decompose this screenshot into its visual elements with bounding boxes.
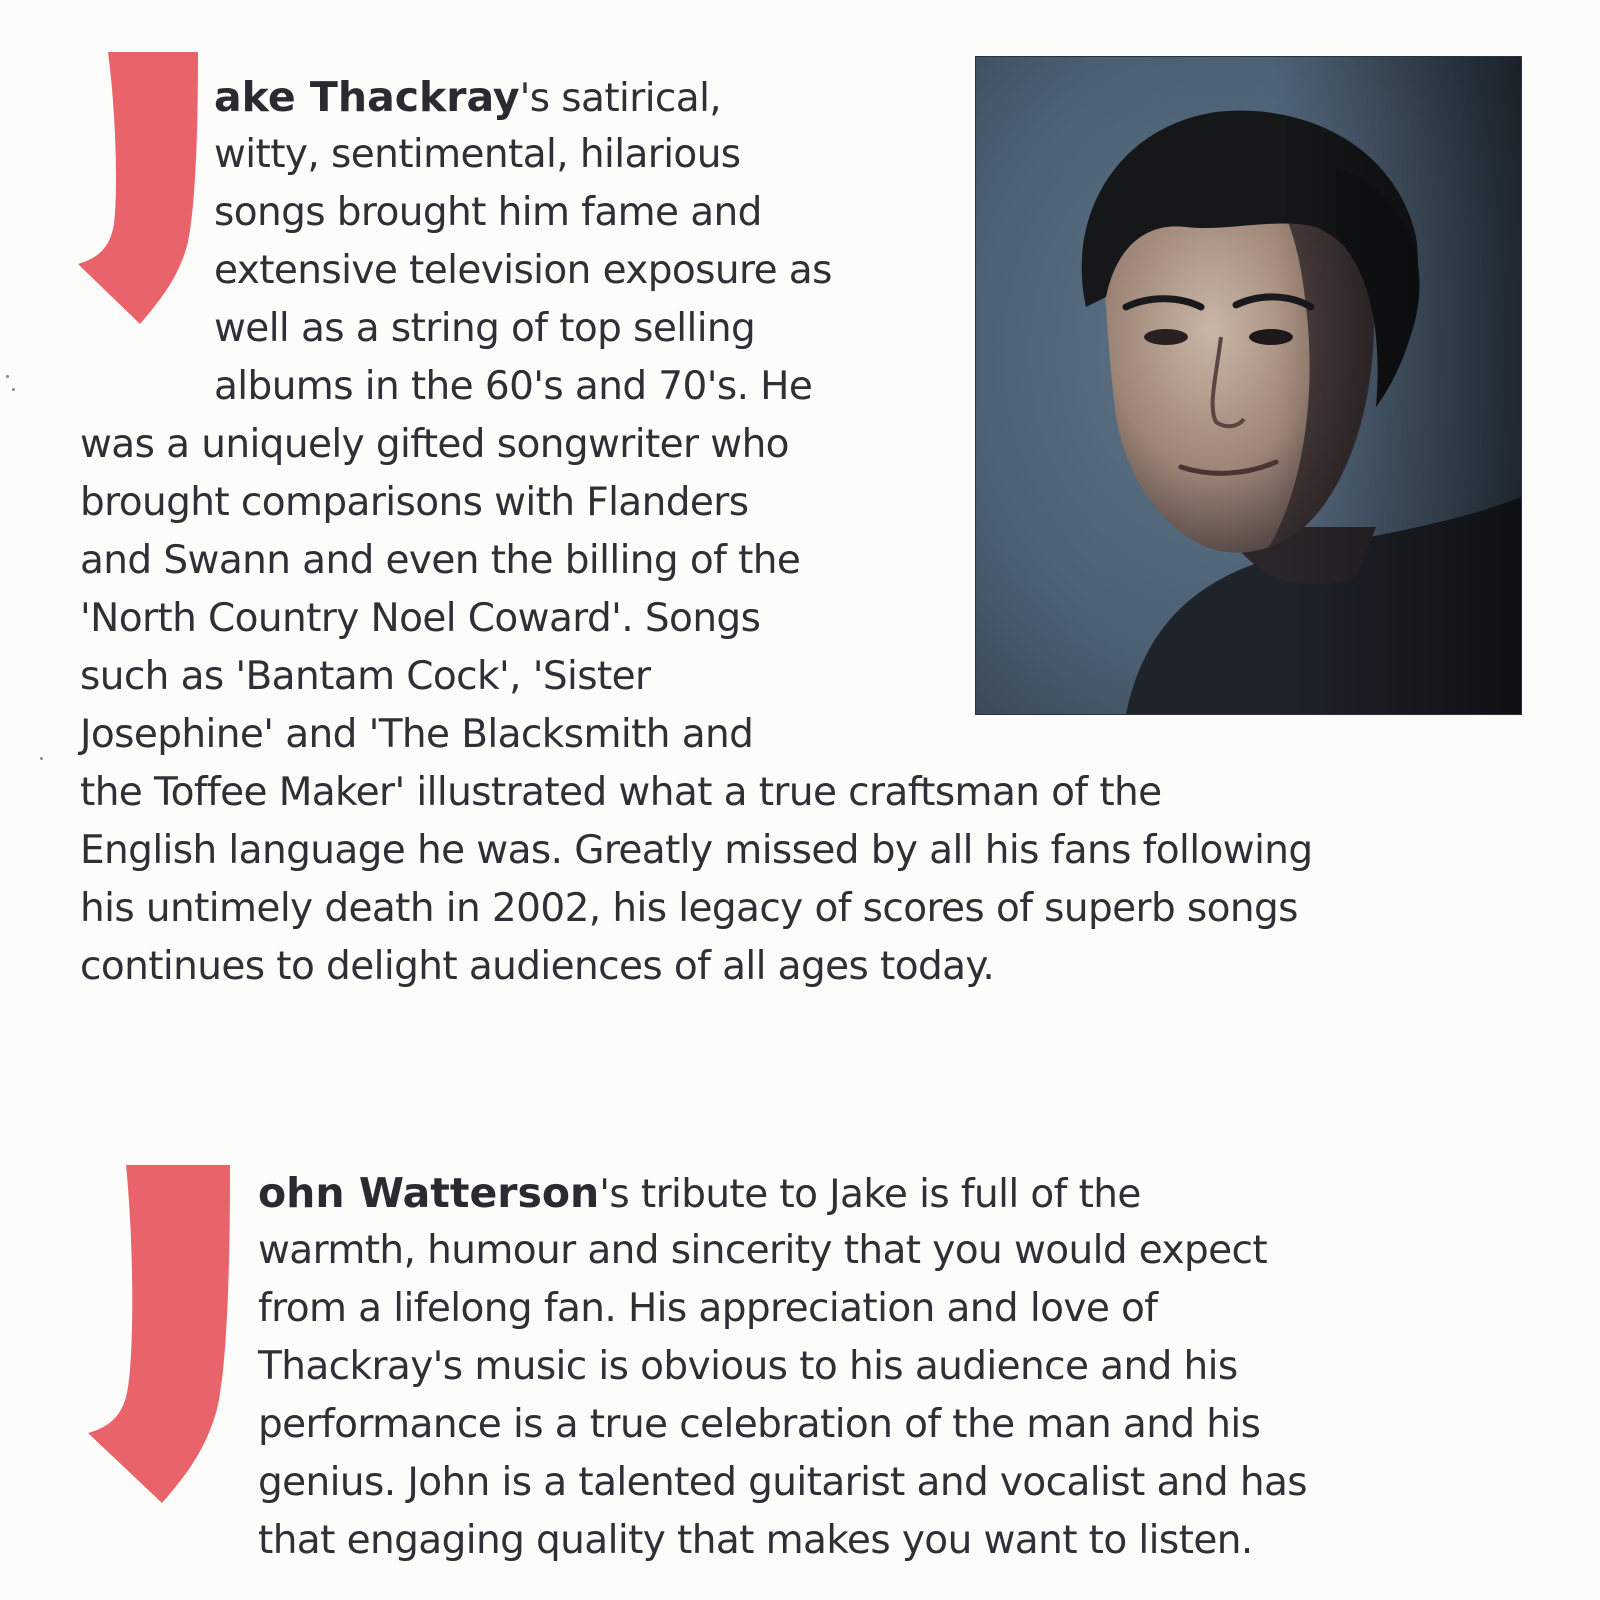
john-line-2: warmth, humour and sincerity that you would expect <box>258 1228 1268 1273</box>
jake-line-5: well as a string of top selling <box>214 306 756 351</box>
jake-line-8: brought comparisons with Flanders <box>80 480 749 525</box>
dropcap-j-john <box>88 1165 238 1510</box>
jake-line-3: songs brought him fame and <box>214 190 762 235</box>
jake-line-11: such as 'Bantam Cock', 'Sister <box>80 654 651 699</box>
jake-line-4: extensive television exposure as <box>214 248 832 293</box>
john-line-6: genius. John is a talented guitarist and vocalist and has <box>258 1460 1307 1505</box>
jake-line-1: ake Thackray's satirical, <box>214 73 722 121</box>
jake-line-6: albums in the 60's and 70's. He <box>214 364 813 409</box>
portrait-image <box>976 57 1521 714</box>
jake-line-14: English language he was. Greatly missed by all his fans following <box>80 828 1313 873</box>
scan-speck <box>6 375 9 378</box>
scan-speck <box>12 388 15 391</box>
john-line-7: that engaging quality that makes you want to listen. <box>258 1518 1253 1563</box>
jake-line-15: his untimely death in 2002, his legacy of scores of superb songs <box>80 886 1298 931</box>
portrait-photo <box>975 56 1522 715</box>
dropcap-j-jake <box>78 52 208 332</box>
jake-name: ake Thackray <box>214 73 520 121</box>
jake-line-2: witty, sentimental, hilarious <box>214 132 741 177</box>
jake-line-10: 'North Country Noel Coward'. Songs <box>80 596 761 641</box>
scan-speck <box>40 757 43 760</box>
john-line-3: from a lifelong fan. His appreciation and love of <box>258 1286 1158 1331</box>
john-name: ohn Watterson <box>258 1169 600 1217</box>
jake-line-16: continues to delight audiences of all ages today. <box>80 944 995 989</box>
jake-line-12: Josephine' and 'The Blacksmith and <box>80 712 754 757</box>
jake-line-9: and Swann and even the billing of the <box>80 538 801 583</box>
john-line-1: ohn Watterson's tribute to Jake is full of the <box>258 1169 1141 1217</box>
john-line-4: Thackray's music is obvious to his audience and his <box>258 1344 1238 1389</box>
jake-line-7: was a uniquely gifted songwriter who <box>80 422 789 467</box>
john-line-5: performance is a true celebration of the man and his <box>258 1402 1261 1447</box>
jake-line-13: the Toffee Maker' illustrated what a true craftsman of the <box>80 770 1162 815</box>
